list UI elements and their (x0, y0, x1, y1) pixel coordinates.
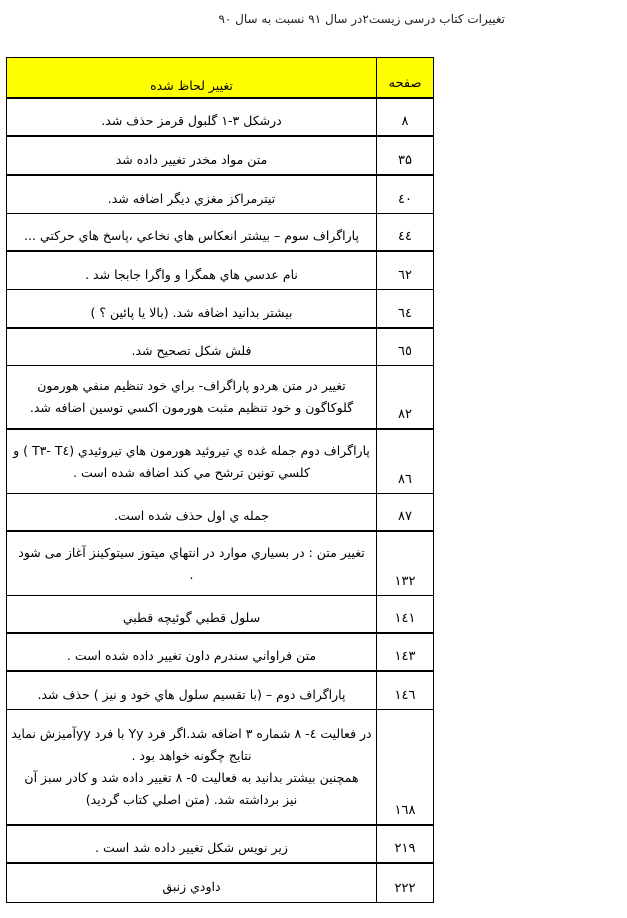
page-number: ١٤٣ (377, 633, 434, 671)
page-number: ۳۵ (377, 136, 434, 175)
change-line: همچنین بیشتر بدانید به فعالیت ٥- ٨ تغییر داده شد و کادر سبز آن (24, 770, 359, 785)
change-line: . (189, 566, 194, 582)
table-row (7, 531, 434, 596)
change-line: سلول قطبي گوئیچه قطبي (122, 610, 261, 625)
page-number: ٤٤ (377, 214, 434, 252)
change-line: پاراگراف دوم جمله غده ي تیروئید هورمون هاي تیروئیدي (T٤ -T٣ ) و (13, 442, 370, 458)
change-description (7, 328, 377, 366)
change-description (7, 214, 377, 252)
page-number: ١٣٢ (377, 531, 434, 596)
page-number: ۸ (377, 98, 434, 136)
header-page: صفحه (377, 58, 434, 99)
table-row (7, 214, 434, 252)
change-line: متن مواد مخدر تغییر داده شد (115, 151, 268, 167)
page-number: ١٤٦ (377, 671, 434, 710)
page-number: ٢٢٢ (377, 863, 434, 903)
change-line: کلسي تونین ترشح مي کند اضافه شده است . (73, 464, 310, 480)
change-description (7, 596, 377, 634)
change-description (7, 366, 377, 430)
change-description (7, 633, 377, 671)
change-description (7, 98, 377, 136)
change-description (7, 863, 377, 903)
table-header-row (7, 58, 434, 99)
change-line: پاراگراف سوم – بیشتر انعکاس هاي نخاعي ،پاسخ هاي حرکتي ... (24, 228, 359, 243)
page-number: ٨٢ (377, 366, 434, 430)
page-number: ١٦٨ (377, 710, 434, 826)
change-description (7, 494, 377, 532)
page-number: ٨٧ (377, 494, 434, 532)
table-row (7, 494, 434, 532)
change-line: نیز برداشته شد. (متن اصلي کتاب گردید) (85, 792, 298, 807)
change-description (7, 531, 377, 596)
page-number: ٢١٩ (377, 825, 434, 863)
table-row (7, 290, 434, 329)
table-row (7, 429, 434, 494)
table-row (7, 98, 434, 136)
page-number: ١٤١ (377, 596, 434, 634)
page-number: ٦٥ (377, 328, 434, 366)
table-row (7, 366, 434, 430)
change-line: گلوکاگون و خود تنظیم مثبت هورمون اکسي توسین اضافه شد. (29, 400, 354, 415)
change-description (7, 175, 377, 214)
change-line: تغییر متن : در بسیاري موارد در انتهاي میتوز سیتوکینز آغاز می شود (18, 544, 365, 560)
change-line: نام عدسي هاي همگرا و واگرا جابجا شد . (85, 266, 298, 282)
page-number: ٨٦ (377, 429, 434, 494)
table-row (7, 136, 434, 175)
change-line: در فعالیت ٤- ٨ شماره ٣ اضافه شد.اگر فرد Yy با فرد yyآمیزش نماید (11, 726, 372, 741)
table-row (7, 596, 434, 634)
change-line: داودي زنبق (162, 879, 221, 894)
page-number: ٤٠ (377, 175, 434, 214)
table-row (7, 175, 434, 214)
change-description (7, 251, 377, 290)
table-row (7, 671, 434, 710)
table-row (7, 251, 434, 290)
change-description (7, 429, 377, 494)
change-description (7, 290, 377, 329)
change-description (7, 671, 377, 710)
change-description (7, 710, 377, 826)
table-row (7, 633, 434, 671)
change-line: درشکل ۳-۱ گلبول قرمز حذف شد. (101, 113, 282, 128)
page-number: ٦٢ (377, 251, 434, 290)
table-row (7, 710, 434, 826)
change-line: پاراگراف دوم – (با تقسیم سلول هاي خود و نیز ) حذف شد. (37, 686, 346, 702)
change-line: تغییر در متن هردو پاراگراف- براي خود تنظیم منفي هورمون (37, 378, 346, 393)
page-number: ٦٤ (377, 290, 434, 329)
table-row (7, 328, 434, 366)
change-description (7, 136, 377, 175)
change-line: فلش شکل تصحیح شد. (131, 343, 252, 358)
change-line: زیر نویس شکل تغییر داده شد است . (95, 840, 288, 855)
table-row (7, 863, 434, 903)
change-line: نتایج چگونه خواهد بود . (131, 748, 252, 763)
change-line: تیترمراکز مغزي دیگر اضافه شد. (107, 190, 276, 206)
table-row (7, 825, 434, 863)
changes-table (6, 57, 434, 903)
change-description (7, 825, 377, 863)
change-line: متن فراواني سندرم داون تغییر داده شده است . (66, 648, 317, 663)
change-line: جمله ي اول حذف شده است. (113, 508, 270, 523)
header-change: تغییر لحاظ شده (7, 58, 377, 99)
change-line: بیشتر بدانید اضافه شد. (بالا یا پائین ؟ ) (90, 304, 293, 320)
document-title: تغییرات کتاب درسی زیست۲در سال ۹۱ نسبت به سال ۹۰ (218, 12, 505, 26)
